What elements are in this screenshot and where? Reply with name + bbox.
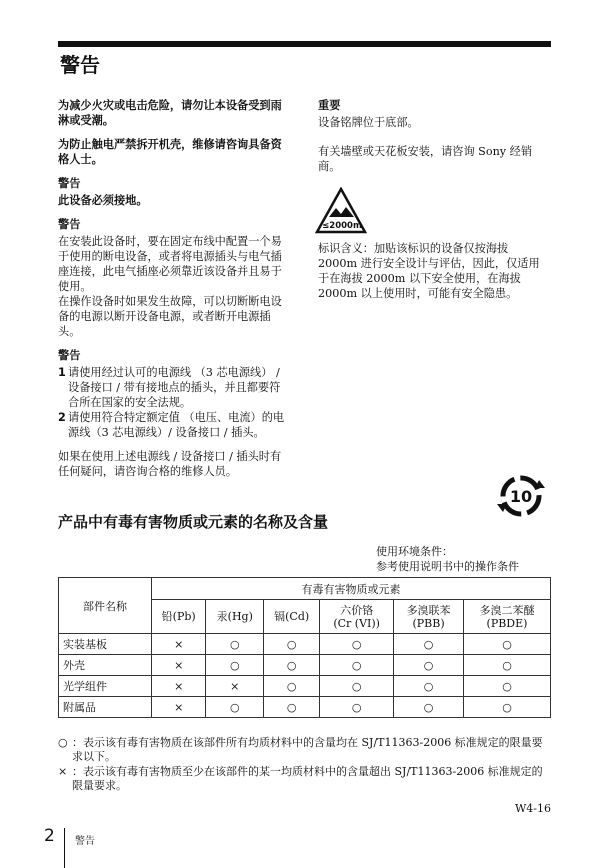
substance-status-cell: ○ bbox=[464, 676, 551, 697]
list-item bbox=[58, 365, 290, 410]
nameplate-text: 设备铭牌位于底部。 bbox=[318, 116, 419, 129]
list-item-number: 1 bbox=[58, 366, 66, 379]
table-notes bbox=[58, 736, 551, 794]
substance-status-cell: ○ bbox=[206, 634, 264, 655]
substance-status-cell: ○ bbox=[264, 676, 320, 697]
conditions-line-2: 参考使用说明书中的操作条件 bbox=[376, 560, 519, 573]
substance-name: 多溴二苯醚 bbox=[479, 603, 535, 617]
table-row bbox=[59, 655, 551, 676]
note-cross bbox=[58, 765, 551, 793]
fire-warning-text: 为减少火灾或电击危险，请勿让本设备受到雨淋或受潮。 bbox=[58, 99, 282, 127]
closing-text: 如果在使用上述电源线 / 设备接口 / 插头时有任何疑问，请咨询合格的维修人员。 bbox=[58, 450, 282, 478]
altitude-mark-icon bbox=[315, 187, 367, 234]
substance-header bbox=[152, 600, 206, 634]
table-row bbox=[59, 634, 551, 655]
warning-heading-1: 警告 bbox=[58, 177, 81, 190]
substance-status-cell: ○ bbox=[206, 697, 264, 718]
warning-heading-2: 警告 bbox=[58, 218, 81, 231]
list-item bbox=[58, 410, 290, 440]
note-circle bbox=[58, 736, 551, 764]
substance-name: 镉 bbox=[274, 610, 286, 623]
note-symbol: ○ bbox=[58, 736, 68, 749]
part-name-cell: 附属品 bbox=[59, 697, 152, 718]
note-symbol: × bbox=[58, 765, 68, 778]
substance-status-cell: ○ bbox=[464, 655, 551, 676]
substance-status-cell: ○ bbox=[206, 655, 264, 676]
important-heading: 重要 bbox=[318, 99, 341, 112]
substance-name: 六价铬 bbox=[340, 603, 374, 617]
hazardous-substances-table bbox=[58, 577, 551, 718]
substance-name: 铅 bbox=[161, 610, 173, 623]
eco-period-number: 10 bbox=[509, 487, 533, 506]
substance-header bbox=[464, 600, 551, 634]
substance-status-cell: ○ bbox=[464, 697, 551, 718]
substance-header bbox=[320, 600, 394, 634]
substance-status-cell: ○ bbox=[320, 697, 394, 718]
list-item-text: 请使用符合特定额定值 （电压、电流）的电源线（3 芯电源线）/ 设备接口 / 插头。 bbox=[68, 411, 285, 439]
note-text: ：表示该有毒有害物质在该部件所有均质材料中的含量均在 SJ/T11363-2006 标准规定的限量要求以下。 bbox=[72, 736, 543, 763]
substance-header bbox=[264, 600, 320, 634]
substance-code: (PBB) bbox=[412, 616, 445, 630]
substance-status-cell: ○ bbox=[394, 655, 464, 676]
disconnect-text-2: 在操作设备时如果发生故障，可以切断断电设备的电源以断开设备电源，或者断开电源插头。 bbox=[58, 295, 282, 338]
substance-status-cell: ○ bbox=[394, 697, 464, 718]
table-row bbox=[59, 697, 551, 718]
section-title: 产品中有毒有害物质或元素的名称及含量 bbox=[58, 513, 329, 531]
note-text: ：表示该有毒有害物质至少在该部件的某一均质材料中的含量超出 SJ/T11363-2006 标准规定的限量要求。 bbox=[72, 765, 543, 792]
substance-name: 多溴联苯 bbox=[406, 603, 451, 617]
substance-status-cell: ○ bbox=[320, 634, 394, 655]
list-item-number: 2 bbox=[58, 411, 66, 424]
footer-divider bbox=[64, 828, 65, 868]
substance-status-cell: × bbox=[152, 676, 206, 697]
altitude-explanation-text: 标识含义：加贴该标识的设备仅按海拔 2000m 进行安全设计与评估，因此，仅适用于在海拔 2000m 以下安全使用，在海拔 2000m 以上使用时，可能有安全隐患。 bbox=[318, 242, 540, 300]
usage-conditions bbox=[376, 544, 519, 574]
substance-status-cell: ○ bbox=[394, 676, 464, 697]
part-name-header: 部件名称 bbox=[59, 578, 152, 634]
eco-period-mark-icon bbox=[495, 470, 547, 522]
part-name-cell: 光学组件 bbox=[59, 676, 152, 697]
substance-status-cell: ○ bbox=[264, 634, 320, 655]
substance-status-cell: ○ bbox=[264, 697, 320, 718]
conditions-line-1: 使用环境条件： bbox=[376, 545, 453, 558]
list-item-text: 请使用经过认可的电源线 （3 芯电源线） / 设备接口 / 带有接地点的插头，并且都要符合所在国家的安全法规。 bbox=[68, 366, 281, 409]
shock-warning-text: 为防止触电严禁拆开机壳，维修请咨询具备资格人士。 bbox=[58, 138, 282, 166]
substance-code: (Cr (VI)) bbox=[333, 616, 380, 630]
substance-status-cell: × bbox=[206, 676, 264, 697]
disconnect-text-1: 在安装此设备时，要在固定布线中配置一个易于使用的断电设备，或者将电源插头与电气插座连接，此电气插座必须靠近该设备并且易于使用。 bbox=[58, 235, 282, 293]
warning-heading-3: 警告 bbox=[58, 349, 81, 362]
part-name-cell: 实装基板 bbox=[59, 634, 152, 655]
table-row bbox=[59, 676, 551, 697]
altitude-mark-label: ≤2000m bbox=[322, 221, 362, 231]
mounting-text: 有关墙壁或天花板安装，请咨询 Sony 经销商。 bbox=[318, 145, 533, 173]
left-column bbox=[58, 98, 290, 488]
substance-status-cell: ○ bbox=[394, 634, 464, 655]
footer-section-label: 警告 bbox=[75, 836, 95, 847]
substance-status-cell: ○ bbox=[320, 655, 394, 676]
substance-status-cell: ○ bbox=[264, 655, 320, 676]
page-title: 警告 bbox=[60, 53, 100, 77]
substance-header bbox=[394, 600, 464, 634]
substance-header bbox=[206, 600, 264, 634]
substance-code: (Pb) bbox=[172, 610, 196, 623]
substance-name: 汞 bbox=[216, 610, 228, 623]
substance-status-cell: × bbox=[152, 634, 206, 655]
substance-code: (Hg) bbox=[227, 610, 253, 623]
substance-code: (Cd) bbox=[285, 610, 310, 623]
grounding-text: 此设备必须接地。 bbox=[58, 194, 148, 207]
title-rule bbox=[58, 41, 551, 47]
substance-status-cell: × bbox=[152, 697, 206, 718]
substances-group-header: 有毒有害物质或元素 bbox=[152, 578, 551, 600]
substance-status-cell: ○ bbox=[464, 634, 551, 655]
page-number: 2 bbox=[44, 826, 55, 846]
substance-status-cell: × bbox=[152, 655, 206, 676]
substance-status-cell: ○ bbox=[320, 676, 394, 697]
document-code: W4-16 bbox=[514, 802, 551, 815]
part-name-cell: 外壳 bbox=[59, 655, 152, 676]
substance-code: (PBDE) bbox=[486, 616, 528, 630]
